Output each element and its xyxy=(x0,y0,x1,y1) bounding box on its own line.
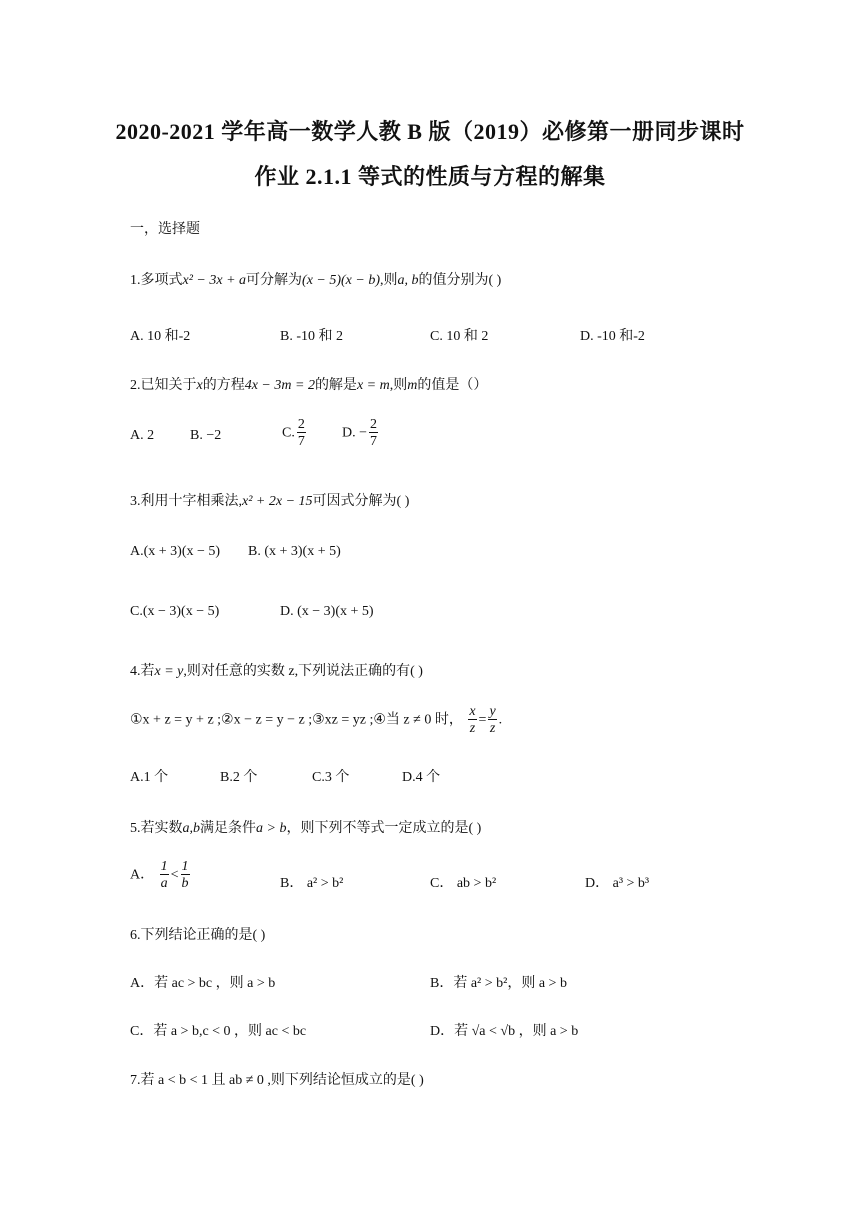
q3-option-a: A.(x + 3)(x − 5) xyxy=(130,544,221,559)
question-3: 3.利用十字相乘法,x² + 2x − 15可因式分解为( ) xyxy=(130,494,410,509)
page-title-line1: 2020-2021 学年高一数学人教 B 版（2019）必修第一册同步课时 xyxy=(115,119,745,144)
q4-option-a: A.1 个 xyxy=(130,770,169,785)
q5-option-b: B． a² > b² xyxy=(280,876,344,891)
q3-option-b: B. (x + 3)(x + 5) xyxy=(248,544,341,559)
q2-option-b: B. −2 xyxy=(190,428,222,443)
section-heading: 一，选择题 xyxy=(130,222,200,237)
q3-option-c: C.(x − 3)(x − 5) xyxy=(130,604,220,619)
question-1: 1.多项式x² − 3x + a可分解为(x − 5)(x − b),则a, b的值分别为( ) xyxy=(130,273,502,288)
q5-option-d: D． a³ > b³ xyxy=(585,876,650,891)
question-4-statements: ①x + z = y + z ;②x − z = y − z ;③xz = yz ;④当 z ≠ 0 时， $\frac{x}{z}$ = $\frac{y}{z}$ . xyxy=(130,704,503,736)
fraction-y-over-z: $\frac{y}{z}$ xyxy=(489,704,496,736)
q5-option-a: A． $\frac{1}{a}$ < $\frac{1}{b}$ xyxy=(130,859,189,891)
question-6: 6.下列结论正确的是( ) xyxy=(130,928,266,943)
q1-option-d: D. -10 和-2 xyxy=(580,329,645,344)
q4-option-b: B.2 个 xyxy=(220,770,258,785)
page-title-line2: 作业 2.1.1 等式的性质与方程的解集 xyxy=(254,164,606,189)
q3-option-d: D. (x − 3)(x + 5) xyxy=(280,604,374,619)
q6-option-a: A．若 ac > bc ，则 a > b xyxy=(130,976,276,991)
q5-option-c: C． ab > b² xyxy=(430,876,497,891)
q2-option-a: A. 2 xyxy=(130,428,155,443)
question-7: 7.若 a < b < 1 且 ab ≠ 0 ,则下列结论恒成立的是( ) xyxy=(130,1073,424,1088)
question-5: 5.若实数a,b满足条件a > b，则下列不等式一定成立的是( ) xyxy=(130,821,482,836)
q2-option-c: C. $\frac{2}{7}$ xyxy=(282,417,305,449)
q4-option-c: C.3 个 xyxy=(312,770,350,785)
q1-option-b: B. -10 和 2 xyxy=(280,329,343,344)
q6-option-b: B．若 a² > b²，则 a > b xyxy=(430,976,567,991)
fraction-x-over-z: $\frac{x}{z}$ xyxy=(469,704,476,736)
question-4: 4.若x = y,则对任意的实数 z,下列说法正确的有( ) xyxy=(130,664,423,679)
q1-option-a: A. 10 和-2 xyxy=(130,329,191,344)
q6-option-c: C．若 a > b,c < 0 ，则 ac < bc xyxy=(130,1024,307,1039)
q4-option-d: D.4 个 xyxy=(402,770,441,785)
q2-option-d: D. − $\frac{2}{7}$ xyxy=(342,417,378,449)
q1-option-c: C. 10 和 2 xyxy=(430,329,489,344)
question-2: 2.已知关于x的方程4x − 3m = 2的解是x = m,则m的值是（） xyxy=(130,378,488,393)
q6-option-d: D．若 √a < √b ，则 a > b xyxy=(430,1024,579,1039)
